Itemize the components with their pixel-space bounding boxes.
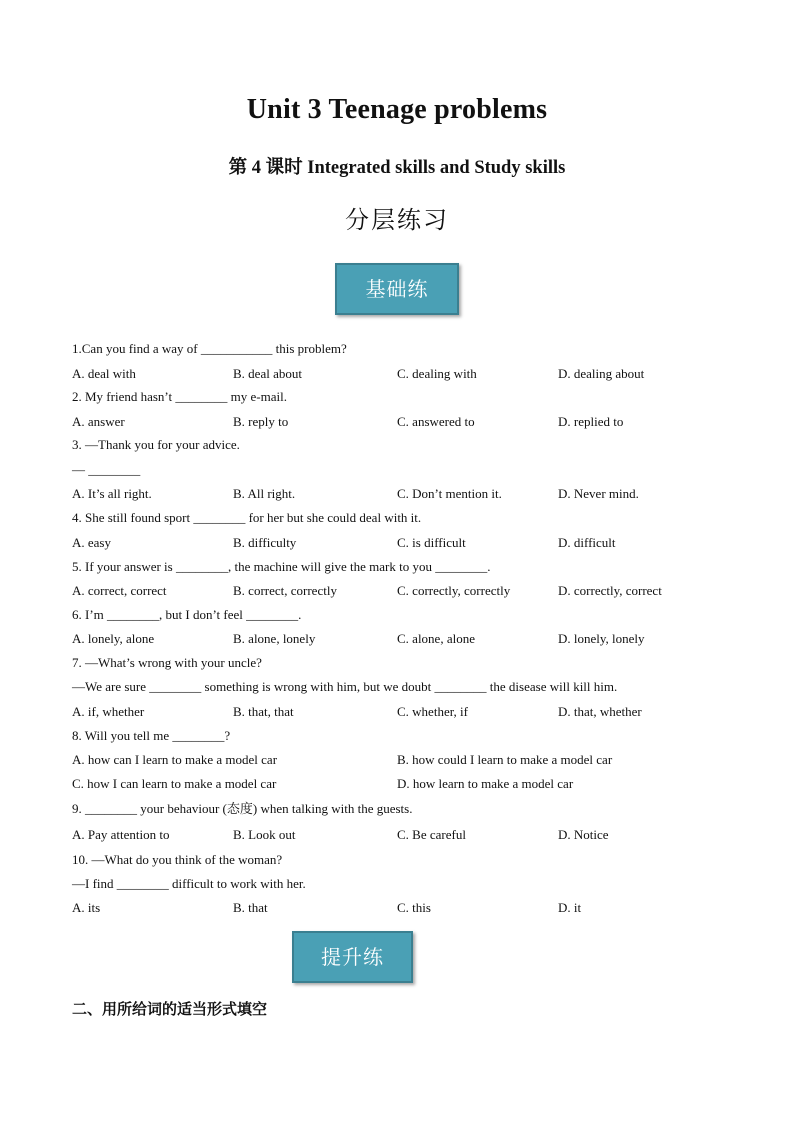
- q4-option-d: D. difficult: [558, 535, 616, 550]
- question-10-stem: 10. —What do you think of the woman?: [72, 852, 283, 867]
- question-2-stem: 2. My friend hasn’t ________ my e-mail.: [72, 389, 287, 404]
- q9-option-b: B. Look out: [233, 827, 296, 842]
- question-9-stem: 9. ________ your behaviour (态度) when talking with the guests.: [72, 801, 413, 816]
- q7-option-c: C. whether, if: [397, 704, 468, 719]
- question-8-stem: 8. Will you tell me ________?: [72, 728, 231, 743]
- question-3-reply: — ________: [72, 462, 141, 477]
- q1-option-a: A. deal with: [72, 366, 136, 381]
- q2-option-b: B. reply to: [233, 414, 289, 429]
- q7-option-d: D. that, whether: [558, 704, 642, 719]
- q7-option-a: A. if, whether: [72, 704, 145, 719]
- q6-option-d: D. lonely, lonely: [558, 631, 645, 646]
- q3-option-b: B. All right.: [233, 486, 296, 501]
- section-2-heading: 二、用所给词的适当形式填空: [72, 1002, 268, 1018]
- q4-option-b: B. difficulty: [233, 535, 297, 550]
- advanced-practice-badge: 提升练: [292, 931, 413, 983]
- q5-option-d: D. correctly, correct: [558, 583, 662, 598]
- q5-option-b: B. correct, correctly: [233, 583, 337, 598]
- q9-option-d: D. Notice: [558, 827, 609, 842]
- q9-option-a: A. Pay attention to: [72, 827, 170, 842]
- lesson-subtitle: 第 4 课时 Integrated skills and Study skills: [228, 158, 566, 178]
- q3-option-d: D. Never mind.: [558, 486, 639, 501]
- q6-option-a: A. lonely, alone: [72, 631, 155, 646]
- question-3-stem: 3. —Thank you for your advice.: [72, 437, 240, 452]
- q2-option-a: A. answer: [72, 414, 125, 429]
- question-7-stem: 7. —What’s wrong with your uncle?: [72, 655, 262, 670]
- question-7-reply: —We are sure ________ something is wrong with him, but we doubt ________ the disease will kill him.: [72, 679, 618, 694]
- q3-option-a: A. It’s all right.: [72, 486, 152, 501]
- q4-option-c: C. is difficult: [397, 535, 466, 550]
- q2-option-d: D. replied to: [558, 414, 624, 429]
- q6-option-c: C. alone, alone: [397, 631, 475, 646]
- q10-option-d: D. it: [558, 900, 582, 915]
- q6-option-b: B. alone, lonely: [233, 631, 316, 646]
- q10-option-b: B. that: [233, 900, 268, 915]
- q8-option-a: A. how can I learn to make a model car: [72, 752, 278, 767]
- question-5-stem: 5. If your answer is ________, the machine will give the mark to you ________.: [72, 559, 491, 574]
- q4-option-a: A. easy: [72, 535, 111, 550]
- q10-option-c: C. this: [397, 900, 431, 915]
- question-4-stem: 4. She still found sport ________ for her but she could deal with it.: [72, 510, 422, 525]
- q8-option-d: D. how learn to make a model car: [397, 776, 574, 791]
- q8-option-c: C. how I can learn to make a model car: [72, 776, 277, 791]
- q9-option-c: C. Be careful: [397, 827, 466, 842]
- exercise-heading: 分层练习: [345, 208, 449, 234]
- question-1-stem: 1.Can you find a way of ___________ this problem?: [72, 341, 347, 356]
- q1-option-d: D. dealing about: [558, 366, 645, 381]
- page-title: Unit 3 Teenage problems: [246, 94, 548, 125]
- q5-option-c: C. correctly, correctly: [397, 583, 511, 598]
- basic-practice-badge: 基础练: [335, 263, 459, 315]
- q1-option-c: C. dealing with: [397, 366, 477, 381]
- q1-option-b: B. deal about: [233, 366, 302, 381]
- q10-option-a: A. its: [72, 900, 101, 915]
- q8-option-b: B. how could I learn to make a model car: [397, 752, 613, 767]
- q3-option-c: C. Don’t mention it.: [397, 486, 502, 501]
- question-10-reply: —I find ________ difficult to work with her.: [72, 876, 306, 891]
- q2-option-c: C. answered to: [397, 414, 475, 429]
- question-6-stem: 6. I’m ________, but I don’t feel ________.: [72, 607, 302, 622]
- q7-option-b: B. that, that: [233, 704, 294, 719]
- q5-option-a: A. correct, correct: [72, 583, 167, 598]
